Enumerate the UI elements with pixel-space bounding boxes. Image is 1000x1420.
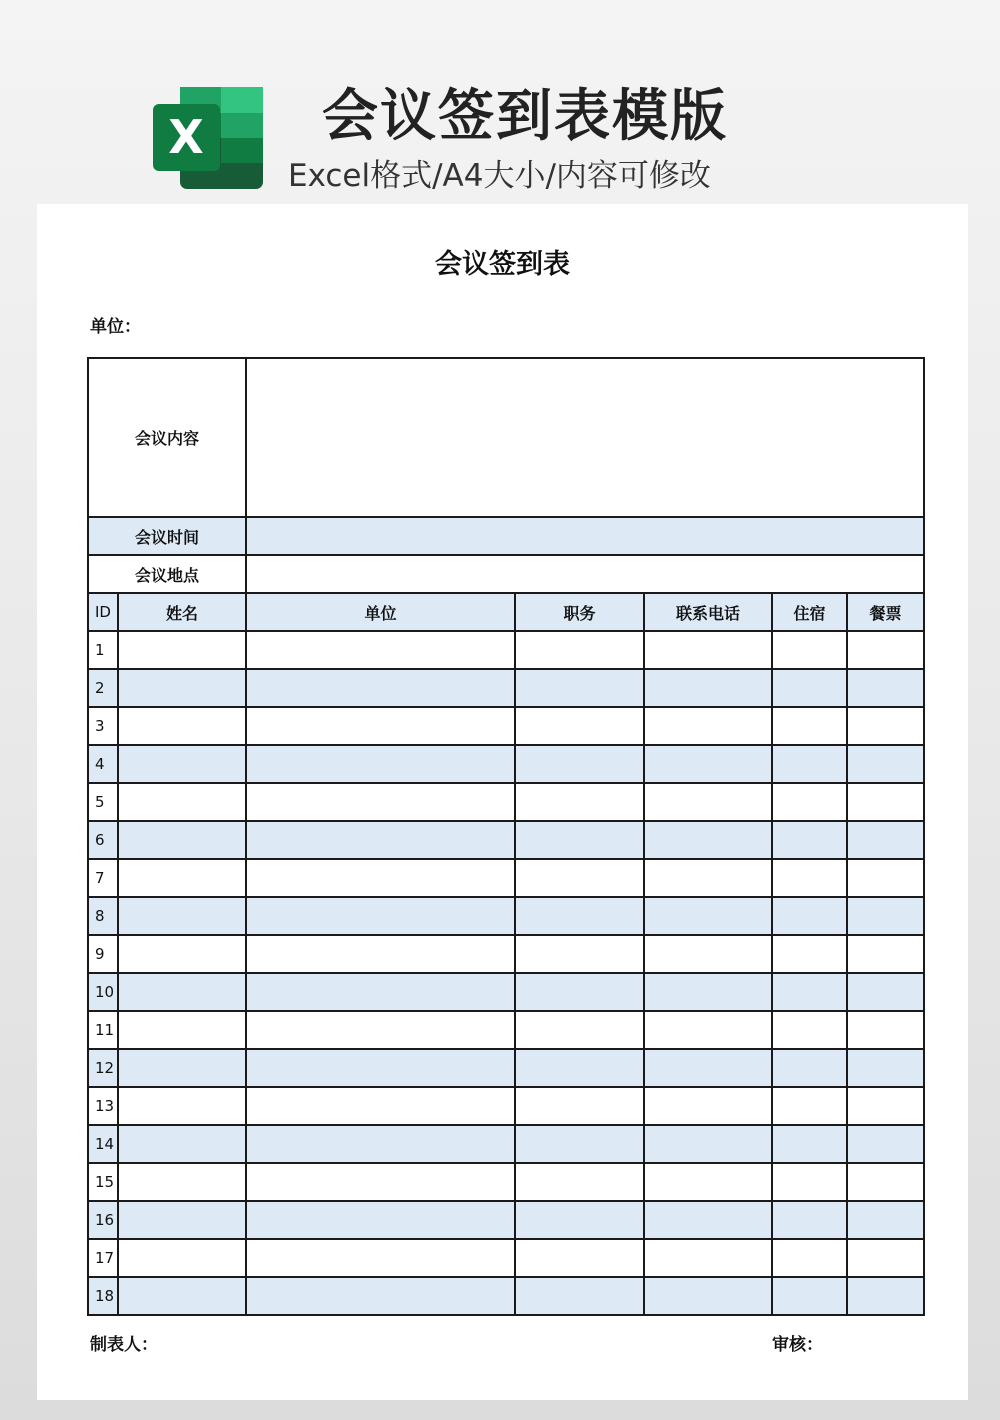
- meal-ticket-cell[interactable]: [847, 669, 924, 707]
- name-cell[interactable]: [118, 1201, 246, 1239]
- meal-ticket-cell[interactable]: [847, 745, 924, 783]
- position-cell[interactable]: [515, 1125, 644, 1163]
- position-cell[interactable]: [515, 1087, 644, 1125]
- name-cell[interactable]: [118, 631, 246, 669]
- unit-cell[interactable]: [246, 1087, 515, 1125]
- meeting-time-row: [88, 517, 924, 555]
- column-header-position: 职务: [515, 593, 644, 631]
- meal-ticket-cell[interactable]: [847, 1049, 924, 1087]
- lodging-cell[interactable]: [772, 973, 847, 1011]
- unit-cell[interactable]: [246, 1277, 515, 1315]
- phone-cell[interactable]: [644, 1201, 772, 1239]
- row-id-cell: 12: [88, 1049, 118, 1087]
- table-row: [88, 1125, 924, 1163]
- phone-cell[interactable]: [644, 1239, 772, 1277]
- phone-cell[interactable]: [644, 631, 772, 669]
- position-cell[interactable]: [515, 859, 644, 897]
- phone-cell[interactable]: [644, 897, 772, 935]
- banner-subtitle: Excel格式/A4大小/内容可修改: [288, 158, 711, 194]
- table-row: [88, 1163, 924, 1201]
- lodging-cell[interactable]: [772, 1125, 847, 1163]
- banner-title: 会议签到表模版: [322, 84, 728, 149]
- phone-cell[interactable]: [644, 935, 772, 973]
- row-id-cell: 17: [88, 1239, 118, 1277]
- lodging-cell[interactable]: [772, 707, 847, 745]
- meeting-content-label: 会议内容: [88, 358, 246, 517]
- unit-cell[interactable]: [246, 745, 515, 783]
- name-cell[interactable]: [118, 1125, 246, 1163]
- meal-ticket-cell[interactable]: [847, 1239, 924, 1277]
- table-row: [88, 1011, 924, 1049]
- unit-cell[interactable]: [246, 669, 515, 707]
- row-id-cell: 18: [88, 1277, 118, 1315]
- position-cell[interactable]: [515, 631, 644, 669]
- name-cell[interactable]: [118, 783, 246, 821]
- name-cell[interactable]: [118, 935, 246, 973]
- phone-cell[interactable]: [644, 1163, 772, 1201]
- table-row: [88, 1239, 924, 1277]
- unit-cell[interactable]: [246, 1163, 515, 1201]
- sign-in-sheet-page: [37, 204, 968, 1400]
- name-cell[interactable]: [118, 859, 246, 897]
- row-id-cell: 11: [88, 1011, 118, 1049]
- column-header-unit: 单位: [246, 593, 515, 631]
- name-cell[interactable]: [118, 1277, 246, 1315]
- phone-cell[interactable]: [644, 859, 772, 897]
- name-cell[interactable]: [118, 1087, 246, 1125]
- lodging-cell[interactable]: [772, 821, 847, 859]
- row-id-cell: 13: [88, 1087, 118, 1125]
- meal-ticket-cell[interactable]: [847, 935, 924, 973]
- name-cell[interactable]: [118, 1049, 246, 1087]
- phone-cell[interactable]: [644, 1277, 772, 1315]
- meal-ticket-cell[interactable]: [847, 783, 924, 821]
- table-row: [88, 1049, 924, 1087]
- meal-ticket-cell[interactable]: [847, 1125, 924, 1163]
- position-cell[interactable]: [515, 669, 644, 707]
- unit-cell[interactable]: [246, 859, 515, 897]
- position-cell[interactable]: [515, 973, 644, 1011]
- meeting-place-label: 会议地点: [88, 555, 246, 593]
- meal-ticket-cell[interactable]: [847, 859, 924, 897]
- phone-cell[interactable]: [644, 1087, 772, 1125]
- meal-ticket-cell[interactable]: [847, 631, 924, 669]
- name-cell[interactable]: [118, 669, 246, 707]
- meal-ticket-cell[interactable]: [847, 1163, 924, 1201]
- excel-icon: [153, 87, 265, 189]
- position-cell[interactable]: [515, 897, 644, 935]
- template-banner: [0, 0, 1000, 205]
- unit-label: 单位：: [90, 317, 141, 337]
- meal-ticket-cell[interactable]: [847, 897, 924, 935]
- unit-cell[interactable]: [246, 1239, 515, 1277]
- unit-cell[interactable]: [246, 1125, 515, 1163]
- phone-cell[interactable]: [644, 783, 772, 821]
- phone-cell[interactable]: [644, 707, 772, 745]
- table-row: [88, 1201, 924, 1239]
- row-id-cell: 7: [88, 859, 118, 897]
- lodging-cell[interactable]: [772, 783, 847, 821]
- unit-cell[interactable]: [246, 935, 515, 973]
- row-id-cell: 4: [88, 745, 118, 783]
- meal-ticket-cell[interactable]: [847, 707, 924, 745]
- table-row: [88, 783, 924, 821]
- table-row: [88, 1087, 924, 1125]
- row-id-cell: 5: [88, 783, 118, 821]
- unit-cell[interactable]: [246, 821, 515, 859]
- column-header-meal-ticket: 餐票: [847, 593, 924, 631]
- row-id-cell: 8: [88, 897, 118, 935]
- phone-cell[interactable]: [644, 821, 772, 859]
- lodging-cell[interactable]: [772, 859, 847, 897]
- table-row: [88, 631, 924, 669]
- row-id-cell: 16: [88, 1201, 118, 1239]
- name-cell[interactable]: [118, 1011, 246, 1049]
- position-cell[interactable]: [515, 821, 644, 859]
- meeting-time-label: 会议时间: [88, 517, 246, 555]
- phone-cell[interactable]: [644, 745, 772, 783]
- column-header-id: ID: [88, 593, 118, 631]
- meeting-place-cell[interactable]: [246, 555, 924, 593]
- position-cell[interactable]: [515, 745, 644, 783]
- unit-cell[interactable]: [246, 1011, 515, 1049]
- meal-ticket-cell[interactable]: [847, 1277, 924, 1315]
- lodging-cell[interactable]: [772, 897, 847, 935]
- row-id-cell: 6: [88, 821, 118, 859]
- column-header-lodging: 住宿: [772, 593, 847, 631]
- lodging-cell[interactable]: [772, 745, 847, 783]
- name-cell[interactable]: [118, 707, 246, 745]
- meal-ticket-cell[interactable]: [847, 1011, 924, 1049]
- sign-in-table: [87, 357, 925, 1316]
- table-row: [88, 707, 924, 745]
- position-cell[interactable]: [515, 1011, 644, 1049]
- column-header-phone: 联系电话: [644, 593, 772, 631]
- name-cell[interactable]: [118, 897, 246, 935]
- phone-cell[interactable]: [644, 1049, 772, 1087]
- position-cell[interactable]: [515, 1049, 644, 1087]
- document-title: 会议签到表: [435, 249, 570, 280]
- column-header-name: 姓名: [118, 593, 246, 631]
- name-cell[interactable]: [118, 821, 246, 859]
- table-row: [88, 859, 924, 897]
- table-row: [88, 1277, 924, 1315]
- table-row: [88, 745, 924, 783]
- position-cell[interactable]: [515, 1163, 644, 1201]
- phone-cell[interactable]: [644, 1125, 772, 1163]
- lodging-cell[interactable]: [772, 935, 847, 973]
- unit-cell[interactable]: [246, 1201, 515, 1239]
- table-row: [88, 669, 924, 707]
- meeting-time-cell[interactable]: [246, 517, 924, 555]
- row-id-cell: 3: [88, 707, 118, 745]
- meeting-content-cell[interactable]: [246, 358, 924, 517]
- unit-cell[interactable]: [246, 783, 515, 821]
- column-header-row: [88, 593, 924, 631]
- row-id-cell: 1: [88, 631, 118, 669]
- excel-logo-letter: X: [168, 110, 204, 164]
- meal-ticket-cell[interactable]: [847, 973, 924, 1011]
- meal-ticket-cell[interactable]: [847, 821, 924, 859]
- unit-cell[interactable]: [246, 897, 515, 935]
- name-cell[interactable]: [118, 1239, 246, 1277]
- phone-cell[interactable]: [644, 669, 772, 707]
- position-cell[interactable]: [515, 1201, 644, 1239]
- table-row: [88, 897, 924, 935]
- meal-ticket-cell[interactable]: [847, 1087, 924, 1125]
- row-id-cell: 10: [88, 973, 118, 1011]
- position-cell[interactable]: [515, 783, 644, 821]
- lodging-cell[interactable]: [772, 631, 847, 669]
- lodging-cell[interactable]: [772, 1201, 847, 1239]
- position-cell[interactable]: [515, 1239, 644, 1277]
- phone-cell[interactable]: [644, 973, 772, 1011]
- unit-cell[interactable]: [246, 707, 515, 745]
- lodging-cell[interactable]: [772, 669, 847, 707]
- meeting-content-row: [88, 358, 924, 517]
- lodging-cell[interactable]: [772, 1163, 847, 1201]
- name-cell[interactable]: [118, 973, 246, 1011]
- lodging-cell[interactable]: [772, 1049, 847, 1087]
- table-row: [88, 935, 924, 973]
- unit-cell[interactable]: [246, 973, 515, 1011]
- reviewer-label: 审核：: [772, 1335, 823, 1355]
- position-cell[interactable]: [515, 935, 644, 973]
- lodging-cell[interactable]: [772, 1239, 847, 1277]
- position-cell[interactable]: [515, 707, 644, 745]
- table-row: [88, 821, 924, 859]
- position-cell[interactable]: [515, 1277, 644, 1315]
- lodging-cell[interactable]: [772, 1011, 847, 1049]
- row-id-cell: 9: [88, 935, 118, 973]
- unit-cell[interactable]: [246, 631, 515, 669]
- lodging-cell[interactable]: [772, 1087, 847, 1125]
- table-row: [88, 973, 924, 1011]
- row-id-cell: 2: [88, 669, 118, 707]
- row-id-cell: 15: [88, 1163, 118, 1201]
- lodging-cell[interactable]: [772, 1277, 847, 1315]
- row-id-cell: 14: [88, 1125, 118, 1163]
- maker-label: 制表人：: [90, 1335, 158, 1355]
- meeting-place-row: [88, 555, 924, 593]
- name-cell[interactable]: [118, 745, 246, 783]
- name-cell[interactable]: [118, 1163, 246, 1201]
- unit-cell[interactable]: [246, 1049, 515, 1087]
- phone-cell[interactable]: [644, 1011, 772, 1049]
- meal-ticket-cell[interactable]: [847, 1201, 924, 1239]
